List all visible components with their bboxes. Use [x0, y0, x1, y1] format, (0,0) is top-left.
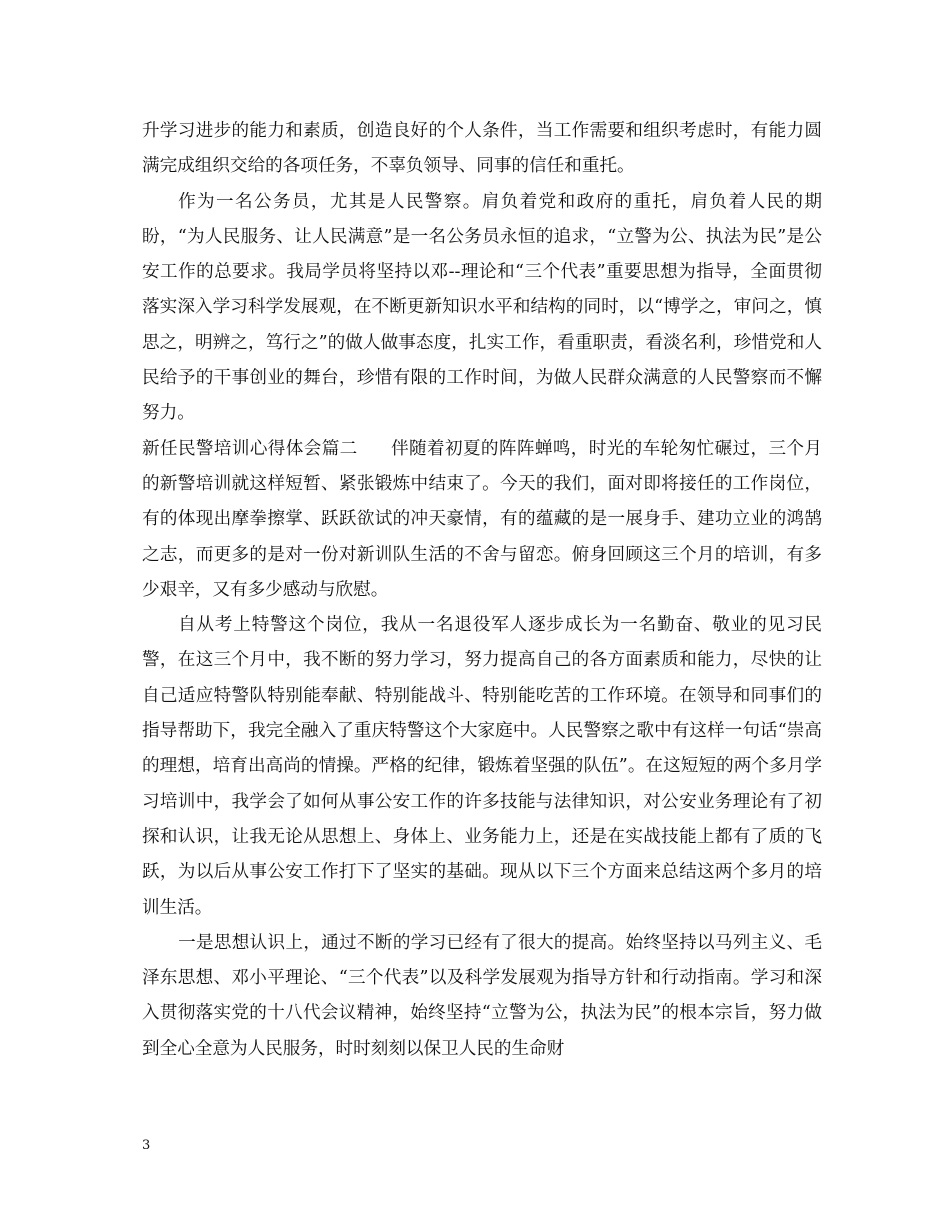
section-two-paragraph — [142, 432, 822, 608]
paragraph-civil-servant: 作为一名公务员，尤其是人民警察。肩负着党和政府的重托，肩负着人民的期盼，“为人民服务、让人民满意”是一名公务员永恒的追求，“立警为公、执法为民”是公安工作的总要求。我局学员将坚持以邓--理论和“三个代表”重要思想为指导，全面贯彻落实深入学习科学发展观，在不断更新知识水平和结构的同时，以“博学之，审问之，慎思之，明辨之，笃行之”的做人做事态度，扎实工作，看重职责，看淡名利，珍惜党和人民给予的干事创业的舞台，珍惜有限的工作时间，为做人民群众满意的人民警察而不懈努力。 — [142, 191, 822, 424]
paragraph-ideology: 一是思想认识上，通过不断的学习已经有了很大的提高。始终坚持以马列主义、毛泽东思想、邓小平理论、“三个代表”以及科学发展观为指导方针和行动指南。学习和深入贯彻落实党的十八代会议精神，始终坚持“立警为公，执法为民”的根本宗旨，努力做到全心全意为人民服务，时时刻刻以保卫人民的生命财 — [142, 932, 822, 1059]
section-heading: 新任民警培训心得体会篇二 — [142, 438, 358, 459]
paragraph-special-police: 自从考上特警这个岗位，我从一名退役军人逐步成长为一名勤奋、敬业的见习民警，在这三个月中，我不断的努力学习，努力提高自己的各方面素质和能力，尽快的让自己适应特警队特别能奉献、特别能战斗、特别能吃苦的工作环境。在领导和同事们的指导帮助下，我完全融入了重庆特警这个大家庭中。人民警察之歌中有这样一句话“崇高的理想，培育出高尚的情操。严格的纪律，锻炼着坚强的队伍”。在这短短的两个多月学习培训中，我学会了如何从事公安工作的许多技能与法律知识，对公安业务理论有了初探和认识，让我无论从思想上、身体上、业务能力上，还是在实战技能上都有了质的飞跃，为以后从事公安工作打下了坚实的基础。现从以下三个方面来总结这两个多月的培训生活。 — [142, 615, 822, 918]
section-first-paragraph-text: 伴随着初夏的阵阵蝉鸣，时光的车轮匆忙碾过，三个月的新警培训就这样短暂、紧张锻炼中结束了。今天的我们，面对即将接任的工作岗位，有的体现出摩拳擦掌、跃跃欲试的冲天豪情，有的蕴藏的是一展身手、建功立业的鸿鹄之志，而更多的是对一份对新训队生活的不舍与留恋。俯身回顾这三个月的培训，有多少艰辛，又有多少感动与欣慰。 — [142, 438, 822, 600]
paragraph-continuation: 升学习进步的能力和素质，创造良好的个人条件，当工作需要和组织考虑时，有能力圆满完成组织交给的各项任务，不辜负领导、同事的信任和重托。 — [142, 121, 822, 177]
page-number: 3 — [142, 1138, 151, 1153]
document-body — [142, 114, 822, 1067]
